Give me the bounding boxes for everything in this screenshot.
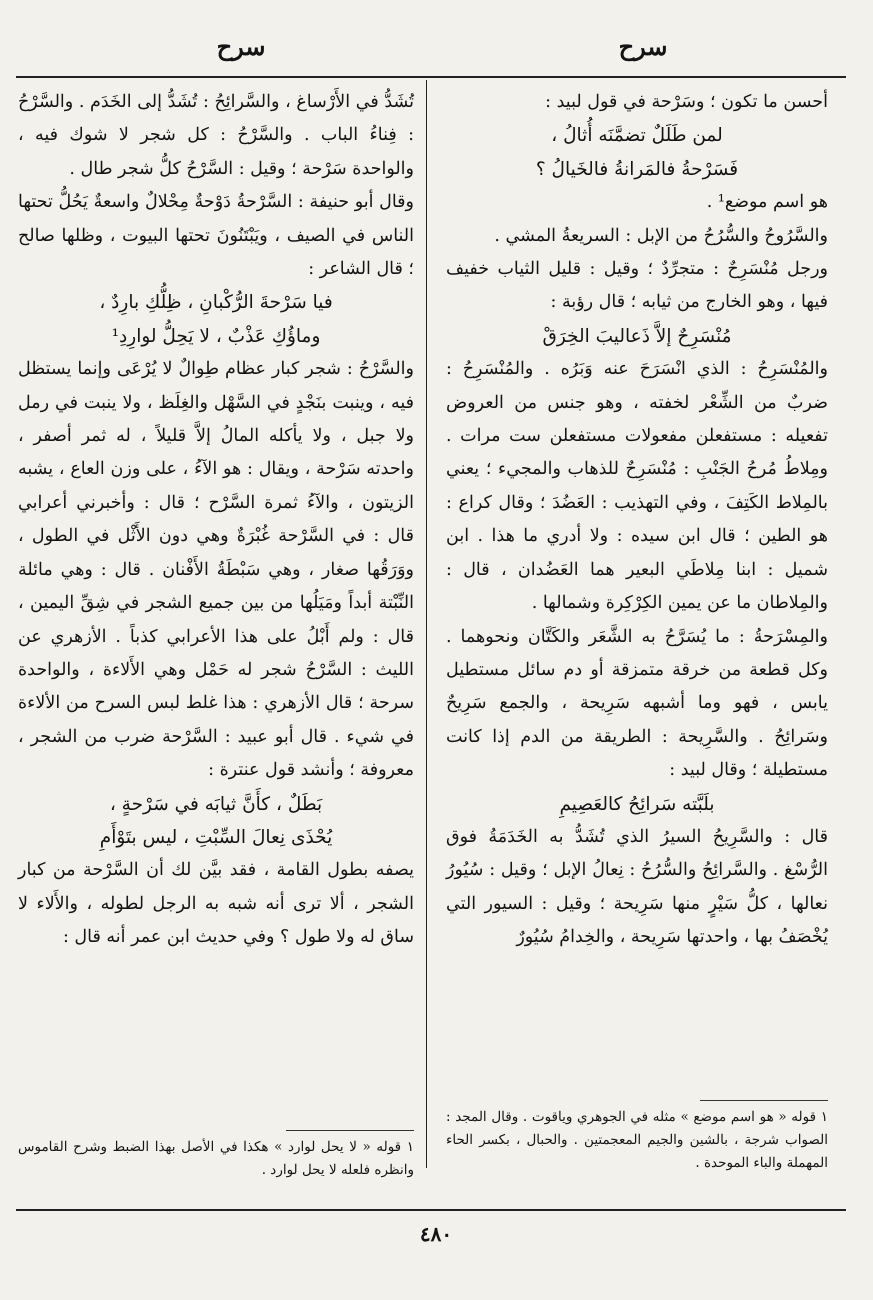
right-column (446, 86, 828, 955)
footnote-right: ١ قوله « هو اسم موضع » مثله في الجوهري وياقوت . وقال المجد : الصواب شرجة ، بالشين والجيم المعجمتين . والحبال ، بكسر الحاء المهملة والباء الموحدة . (446, 1109, 828, 1171)
entry-paragraph: قال : والسَّرِيحُ السيرُ الذي تُشَدُّ به الخَدَمَةُ فوق الرُّسْغ . والسَّرائِحُ والسُّرُحُ : نِعالُ الإبل ؛ وقيل : سُيُورُ نعالها ، كلُّ سَيْرٍ منها سَرِيحة ؛ وقيل : السيور التي يُخْصَفُ بها ، واحدتها سَرِيحة ، والخِدامُ سُيُورٌ (446, 826, 828, 948)
entry-paragraph: والسَّرْحُ : شجر كبار عظام طِوالٌ لا يُرْعَى وإنما يستظل فيه ، وينبت بنَجْدٍ في السَّهْل والغِلَظ ، ولا ينبت في رمل ولا جبل ، ولا يأكله المالُ إلاَّ قليلاً ، له ثمر أصفر ، واحدته سَرْحة ، ويقال : هو الآءُ ، على وزن العاع ، يشبه الزيتون ، والآءُ ثمرة السَّرْح ؛ قال : وأخبرني أعرابي قال : في السَّرْحة غُبْرَةٌ وهي دون الأَثْل في الطول ، ووَرَقُها صغار ، وهي سَبْطَةُ الأَفْنان . قال : وهي مائلة النِّبْتة أبداً ومَيَلُها من بين جميع الشجر في شِقِّ اليمين ، قال : ولم أَبْلُ على هذا الأعرابي كذباً . الأزهري عن الليث : السَّرْحُ شجر له حَمْل وهي الأَلاءة ، والواحدة سرحة ؛ قال الأزهري : هذا غلط لبس السرح من الألاءة في شيء . قال أبو عبيد : السَّرْحة ضرب من الشجر ، معروفة ؛ وأنشد قول عنترة : (18, 359, 414, 781)
verse-line: فيا سَرْحةَ الرُّكْبانِ ، ظِلُّكِ بارِدٌ ، (99, 292, 333, 314)
entry-paragraph: والسَّرُوحُ والسُّرُحُ من الإبل : السريعةُ المشي . (494, 225, 828, 246)
entry-paragraph: وقال أبو حنيفة : السَّرْحةُ دَوْحةٌ مِحْلالٌ واسعةٌ يَحُلُّ تحتها الناس في الصيف ، ويَبْتَنُونَ تحتها البيوت ، وظلها صالح ؛ قال الشاعر : (18, 192, 414, 280)
verse-line: يُحْذَى نِعالَ السِّبْتِ ، ليس بتَوْأَمِ (99, 826, 333, 848)
entry-paragraph: أحسن ما تكون ؛ وسَرْحة في قول لبيد : (545, 92, 828, 112)
footer-rule (16, 1209, 846, 1211)
entry-paragraph: والمِسْرَحةُ : ما يُسَرَّحُ به الشَّعَر والكَتَّان ونحوهما . وكل قطعة من خرقة متمزقة أو دم سائل مستطيل يابس ، فهو وما أشبهه سَرِيحة ، والجمع سَرِيحٌ وسَرائِحُ . والسَّرِيحة : الطريقة من الدم إذا كانت مستطيلة ؛ وقال لبيد : (446, 626, 828, 781)
entry-paragraph: والمُنْسَرِحُ : الذي انْسَرَحَ عنه وَبَرُه . والمُنْسَرِحُ : ضربٌ من الشِّعْر لخفته ، وهو جنس من العروض تفعيله : مستفعلن مفعولات مستفعلن ست مرات . ومِلاطُ مُرحُ الجَنْبِ : مُنْسَرِحٌ للذهاب والمجيء ؛ يعني بالمِلاط الكَتِفَ ، وفي التهذيب : العَضُدَ ؛ وقال كراع : هو الطين ؛ قال ابن سيده : ولا أدري ما هذا . ابن شميل : ابنا مِلاطَي البعير هما العَضُدان ، قال : والمِلاطان ما عن يمين الكِرْكِرة وشمالها . (446, 359, 828, 614)
entry-paragraph: هو اسم موضع¹ . (706, 192, 828, 213)
entry-paragraph: ورجل مُنْسَرِحٌ : متجرِّدٌ ؛ وقيل : قليل الثياب خفيف فيها ، وهو الخارج من ثيابه ؛ قال رؤبة : (446, 259, 828, 313)
header-word-right: سرح (618, 32, 668, 61)
footnote-rule-left (286, 1130, 414, 1131)
verse-line: وماؤُكِ عَذْبٌ ، لا يَحِلُّ لوارِدِ¹ (111, 325, 321, 347)
verse-line: بلَبَّته سَرائِحُ كالعَصِيمِ (559, 793, 715, 815)
footnote-rule-right (700, 1100, 828, 1101)
entry-paragraph: تُشَدُّ في الأَرْساغ ، والسَّرائِحُ : تُشَدُّ إلى الخَدَم . والسَّرْحُ : فِناءُ الباب . والسَّرْحُ : كل شجر لا شوك فيه ، والواحدة سَرْحة ؛ وقيل : السَّرْحُ كلُّ شجر طال . (18, 92, 414, 179)
verse-line: فَسَرْحةُ فالمَرانةُ فالخَيالُ ؟ (535, 158, 739, 180)
verse-line: مُنْسَرِحٌ إلاَّ ذَعاليبَ الخِرَقْ (542, 325, 732, 347)
entry-paragraph: يصفه بطول القامة ، فقد بيَّن لك أن السَّرْحة من كبار الشجر ، ألا ترى أنه شبه به الرجل لطوله ، والأَلاء لا ساق له ولا طول ؟ وفي حديث ابن عمر أنه قال : (18, 860, 414, 948)
header-rule (16, 76, 846, 78)
column-divider (426, 80, 427, 1168)
header-word-left: سرح (216, 32, 266, 61)
footnote-left: ١ قوله « لا يحل لوارد » هكذا في الأصل بهذا الضبط وشرح القاموس وانظره فلعله لا يحل لوارد . (18, 1139, 414, 1178)
page-number: ٤٨٠ (419, 1222, 453, 1246)
left-column (18, 86, 414, 955)
verse-line: بَطَلٌ ، كأَنَّ ثيابَه في سَرْحةٍ ، (109, 793, 323, 815)
verse-line: لمن طَلَلٌ تضمَّنَه أُثالُ ، (551, 125, 723, 147)
